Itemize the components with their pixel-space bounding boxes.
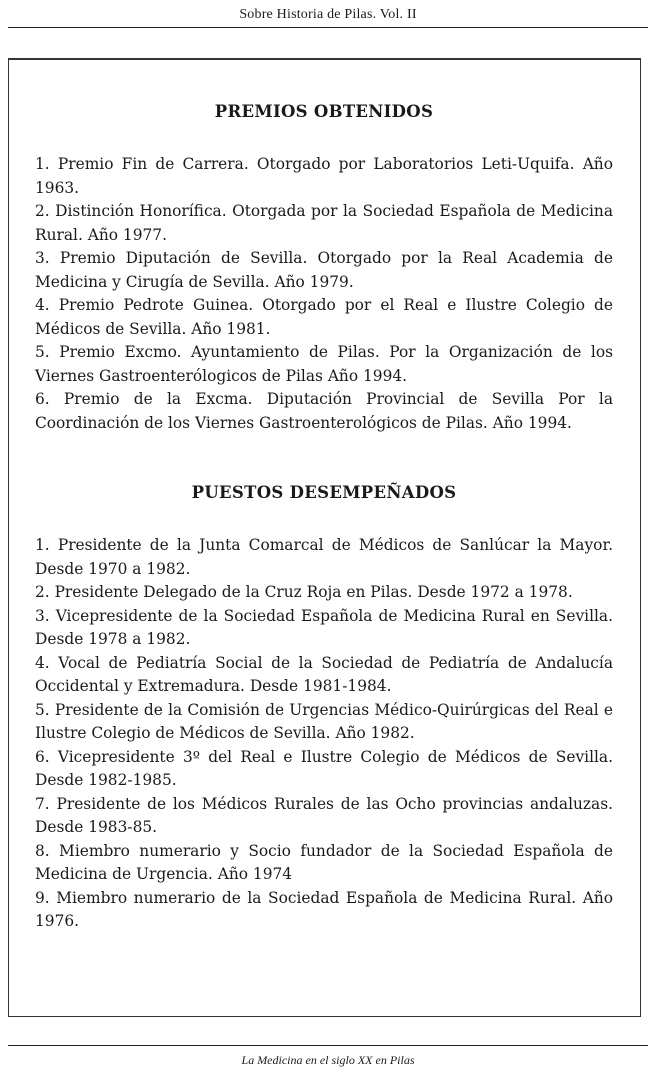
- running-footer: La Medicina en el siglo XX en Pilas: [241, 1053, 415, 1067]
- header-rule: [8, 27, 648, 28]
- premios-item: 4. Premio Pedrote Guinea. Otorgado por el Real e Ilustre Colegio de Médicos de Sevilla. Año 1981.: [35, 296, 613, 338]
- puestos-item: 8. Miembro numerario y Socio fundador de la Sociedad Española de Medicina de Urgencia. Año 1974: [35, 841, 613, 883]
- puestos-item: 4. Vocal de Pediatría Social de la Sociedad de Pediatría de Andalucía Occidental y Extremadura. Desde 1981-1984.: [35, 653, 613, 695]
- puestos-item: 1. Presidente de la Junta Comarcal de Médicos de Sanlúcar la Mayor. Desde 1970 a 1982.: [35, 536, 613, 578]
- premios-item: 1. Premio Fin de Carrera. Otorgado por Laboratorios Leti-Uquifa. Año 1963.: [35, 155, 613, 197]
- premios-item: 6. Premio de la Excma. Diputación Provincial de Sevilla Por la Coordinación de los Viernes Gastroenterológicos de Pilas. Año 1994.: [35, 390, 613, 432]
- puestos-list: [35, 534, 613, 934]
- premios-list: [35, 153, 613, 435]
- puestos-item: 7. Presidente de los Médicos Rurales de las Ocho provincias andaluzas. Desde 1983-85.: [35, 794, 613, 836]
- premios-title: PREMIOS OBTENIDOS: [214, 102, 434, 121]
- puestos-item: 9. Miembro numerario de la Sociedad Española de Medicina Rural. Año 1976.: [35, 888, 613, 930]
- puestos-title: PUESTOS DESEMPEÑADOS: [191, 483, 457, 502]
- puestos-item: 3. Vicepresidente de la Sociedad Española de Medicina Rural en Sevilla. Desde 1978 a 1982.: [35, 606, 613, 648]
- running-header: Sobre Historia de Pilas. Vol. II: [239, 7, 417, 22]
- puestos-item: 6. Vicepresidente 3º del Real e Ilustre Colegio de Médicos de Sevilla. Desde 1982-1985.: [35, 747, 613, 789]
- puestos-section: [35, 483, 613, 934]
- premios-item: 3. Premio Diputación de Sevilla. Otorgado por la Real Academia de Medicina y Cirugía de Sevilla. Año 1979.: [35, 249, 613, 291]
- premios-item: 2. Distinción Honorífica. Otorgada por la Sociedad Española de Medicina Rural. Año 1977.: [35, 202, 613, 244]
- footer-rule: [8, 1045, 648, 1046]
- puestos-item: 2. Presidente Delegado de la Cruz Roja en Pilas. Desde 1972 a 1978.: [35, 583, 573, 601]
- premios-item: 5. Premio Excmo. Ayuntamiento de Pilas. Por la Organización de los Viernes Gastroenterólogicos de Pilas Año 1994.: [35, 343, 613, 385]
- premios-section: [35, 102, 613, 435]
- puestos-item: 5. Presidente de la Comisión de Urgencias Médico-Quirúrgicas del Real e Ilustre Colegio de Médicos de Sevilla. Año 1982.: [35, 700, 613, 742]
